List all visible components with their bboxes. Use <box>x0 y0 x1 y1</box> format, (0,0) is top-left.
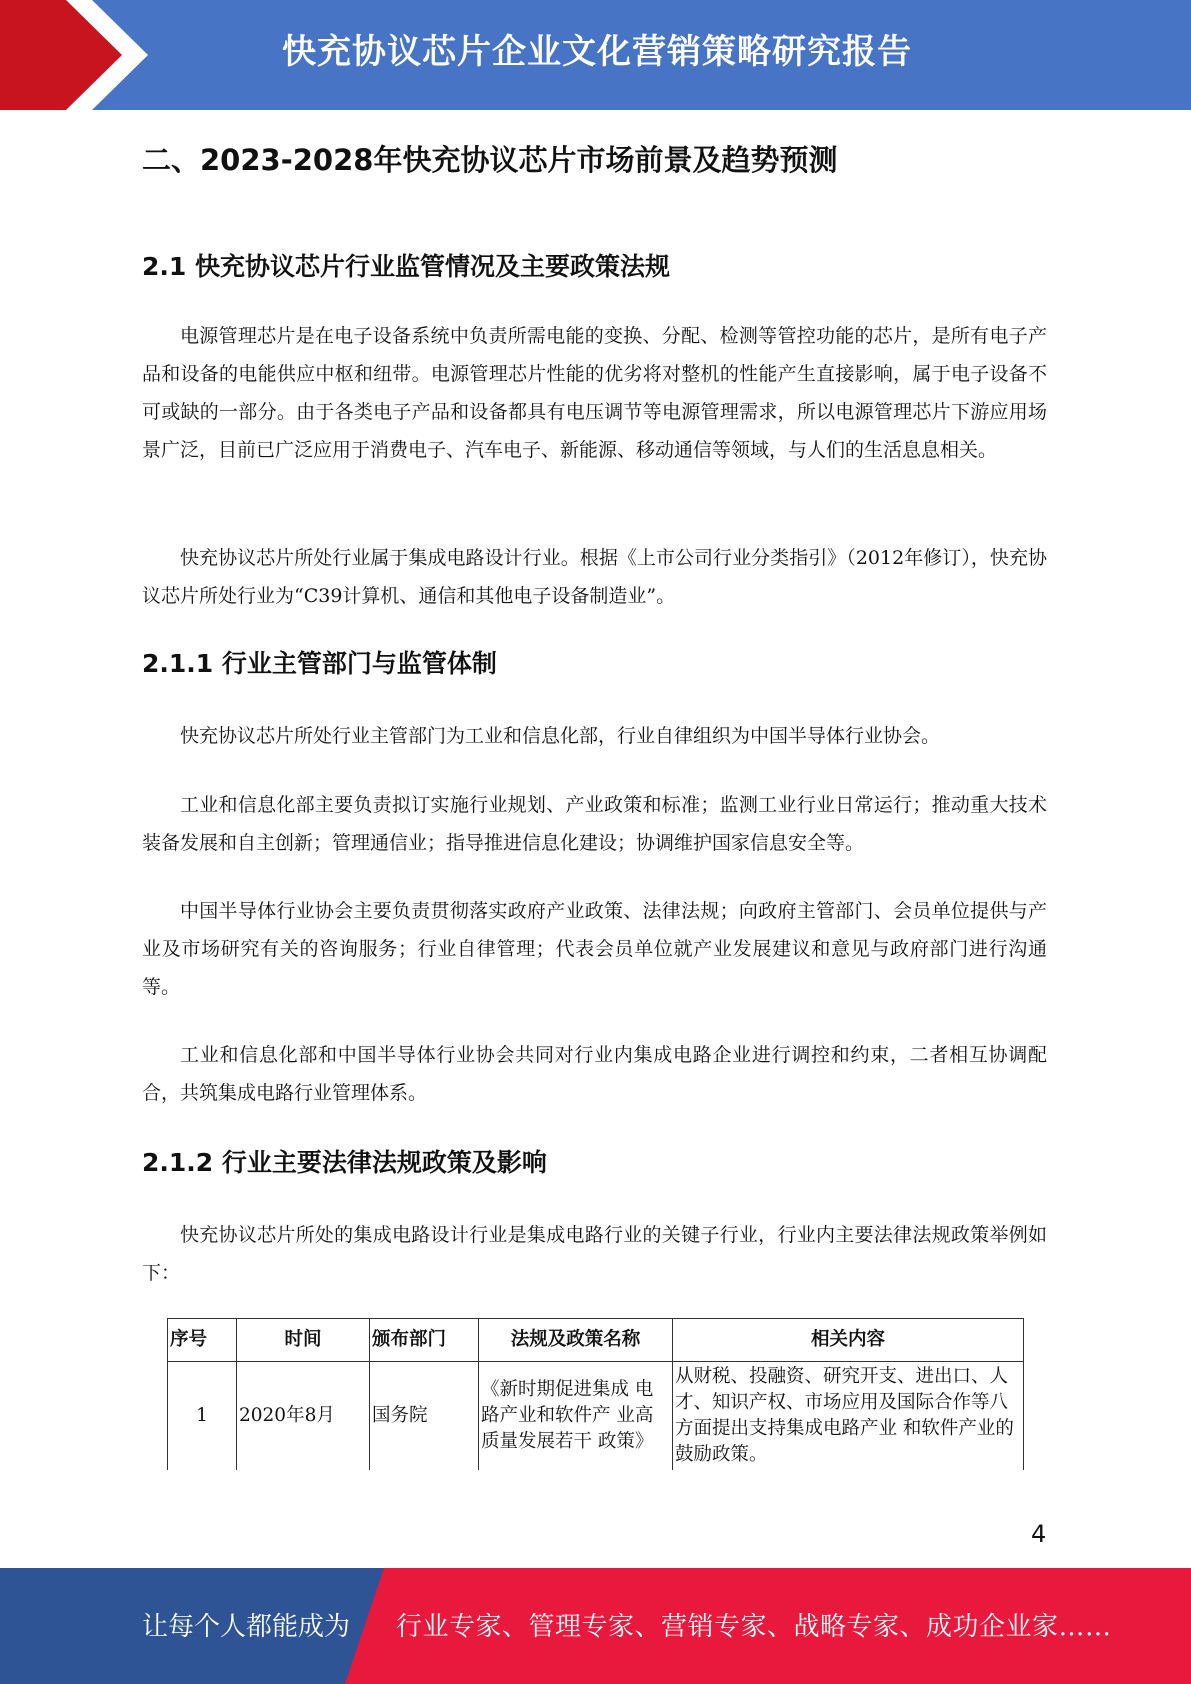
column-header: 颁布部门 <box>370 1319 479 1362</box>
column-header: 法规及政策名称 <box>479 1319 673 1362</box>
table-cell: 2020年8月 <box>237 1362 370 1471</box>
column-header: 时间 <box>237 1319 370 1362</box>
report-header <box>0 0 1191 110</box>
section-heading-2-1-1: 2.1.1 行业主管部门与监管体制 <box>142 649 497 678</box>
report-footer <box>0 1568 1191 1684</box>
table-cell: 1 <box>168 1362 237 1471</box>
chapter-heading: 二、2023-2028年快充协议芯片市场前景及趋势预测 <box>142 143 838 177</box>
footer-slogan-left: 让每个人都能成为 <box>142 1612 351 1642</box>
paragraph: 快充协议芯片所处的集成电路设计行业是集成电路行业的关键子行业，行业内主要法律法规政策举例如下： <box>142 1224 1047 1284</box>
page-number: 4 <box>1031 1520 1047 1548</box>
table-cell: 《新时期促进集成 电路产业和软件产 业高质量发展若干 政策》 <box>479 1362 673 1471</box>
report-title: 快充协议芯片企业文化营销策略研究报告 <box>282 32 912 72</box>
paragraph: 快充协议芯片所处行业主管部门为工业和信息化部，行业自律组织为中国半导体行业协会。 <box>180 725 941 747</box>
section-heading-2-1: 2.1 快充协议芯片行业监管情况及主要政策法规 <box>142 252 670 281</box>
column-header: 序号 <box>168 1319 237 1362</box>
paragraph: 快充协议芯片所处行业属于集成电路设计行业。根据《上市公司行业分类指引》（2012年修订），快充协议芯片所处行业为“C39计算机、通信和其他电子设备制造业”。 <box>142 547 1047 607</box>
table-cell: 国务院 <box>370 1362 479 1471</box>
policy-table <box>167 1318 1024 1471</box>
section-heading-2-1-2: 2.1.2 行业主要法律法规政策及影响 <box>142 1148 547 1177</box>
table-header-row <box>168 1319 1024 1362</box>
column-header: 相关内容 <box>673 1319 1024 1362</box>
table-row <box>168 1362 1024 1471</box>
table-cell: 从财税、投融资、研究开支、进出口、人才、知识产权、市场应用及国际合作等八方面提出支持集成电路产业 和软件产业的鼓励政策。 <box>673 1362 1024 1471</box>
paragraph: 工业和信息化部和中国半导体行业协会共同对行业内集成电路企业进行调控和约束，二者相互协调配合，共筑集成电路行业管理体系。 <box>142 1044 1047 1104</box>
table-page-break <box>0 1470 1191 1530</box>
paragraph: 工业和信息化部主要负责拟订实施行业规划、产业政策和标准；监测工业行业日常运行；推动重大技术装备发展和自主创新；管理通信业；指导推进信息化建设；协调维护国家信息安全等。 <box>142 794 1047 854</box>
footer-slogan-right: 行业专家、管理专家、营销专家、战略专家、成功企业家…… <box>396 1612 1112 1642</box>
paragraph: 电源管理芯片是在电子设备系统中负责所需电能的变换、分配、检测等管控功能的芯片，是所有电子产品和设备的电能供应中枢和纽带。电源管理芯片性能的优劣将对整机的性能产生直接影响，属于电子设备不可或缺的一部分。由于各类电子产品和设备都具有电压调节等电源管理需求，所以电源管理芯片下游应用场景广泛，目前已广泛应用于消费电子、汽车电子、新能源、移动通信等领域，与人们的生活息息相关。 <box>142 325 1047 461</box>
paragraph: 中国半导体行业协会主要负责贯彻落实政府产业政策、法律法规；向政府主管部门、会员单位提供与产业及市场研究有关的咨询服务；行业自律管理；代表会员单位就产业发展建议和意见与政府部门进行沟通等。 <box>142 900 1047 998</box>
